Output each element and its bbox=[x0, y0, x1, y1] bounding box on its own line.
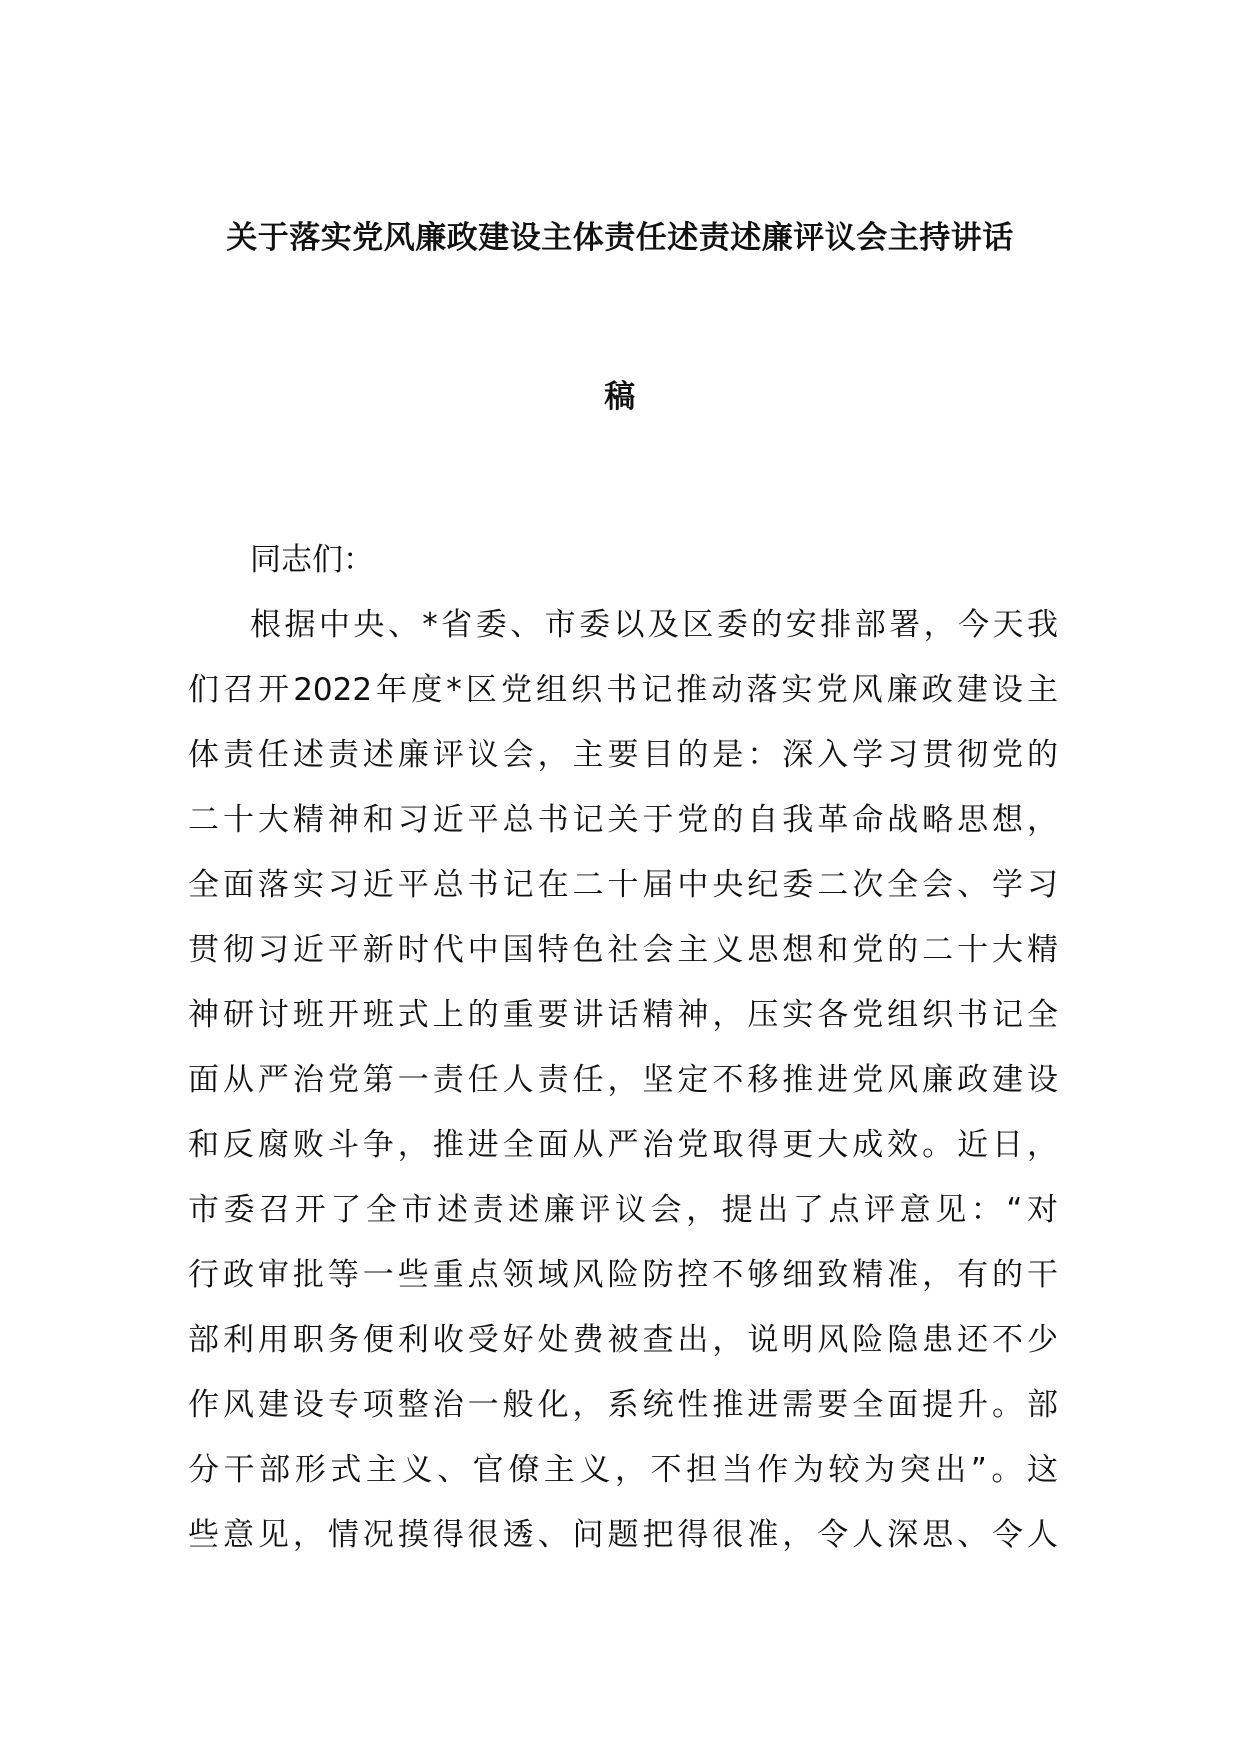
paragraph-line: 作风建设专项整治一般化，系统性推进需要全面提升。部 bbox=[188, 1387, 1058, 1423]
paragraph-line: 行政审批等一些重点领域风险防控不够细致精准，有的干 bbox=[188, 1257, 1058, 1293]
paragraph-line: 面从严治党第一责任人责任，坚定不移推进党风廉政建设 bbox=[188, 1062, 1058, 1098]
paragraph-line: 二十大精神和习近平总书记关于党的自我革命战略思想， bbox=[188, 802, 1058, 838]
document-body bbox=[188, 528, 1058, 1568]
paragraph-line: 分干部形式主义、官僚主义，不担当作为较为突出”。这 bbox=[188, 1452, 1058, 1488]
paragraph-line: 部利用职务便利收受好处费被查出，说明风险隐患还不少 bbox=[188, 1322, 1058, 1358]
paragraph-line: 们召开2022年度*区党组织书记推动落实党风廉政建设主 bbox=[188, 672, 1058, 708]
paragraph-line: 体责任述责述廉评议会，主要目的是：深入学习贯彻党的 bbox=[188, 737, 1058, 773]
paragraph-line: 神研讨班开班式上的重要讲话精神，压实各党组织书记全 bbox=[188, 997, 1058, 1033]
paragraph-line: 些意见，情况摸得很透、问题把得很准，令人深思、令人 bbox=[188, 1517, 1058, 1553]
paragraph-line: 全面落实习近平总书记在二十届中央纪委二次全会、学习 bbox=[188, 867, 1058, 903]
document-title-line-1: 关于落实党风廉政建设主体责任述责述廉评议会主持讲话 bbox=[226, 220, 1014, 256]
paragraph-line: 市委召开了全市述责述廉评议会，提出了点评意见：“对 bbox=[188, 1192, 1058, 1228]
paragraph-line: 根据中央、*省委、市委以及区委的安排部署，今天我 bbox=[250, 607, 1058, 643]
paragraph-line: 和反腐败斗争，推进全面从严治党取得更大成效。近日， bbox=[188, 1127, 1058, 1163]
salutation: 同志们： bbox=[250, 542, 374, 578]
paragraph-line: 贯彻习近平新时代中国特色社会主义思想和党的二十大精 bbox=[188, 932, 1058, 968]
document-title-line-2: 稿 bbox=[604, 379, 636, 415]
